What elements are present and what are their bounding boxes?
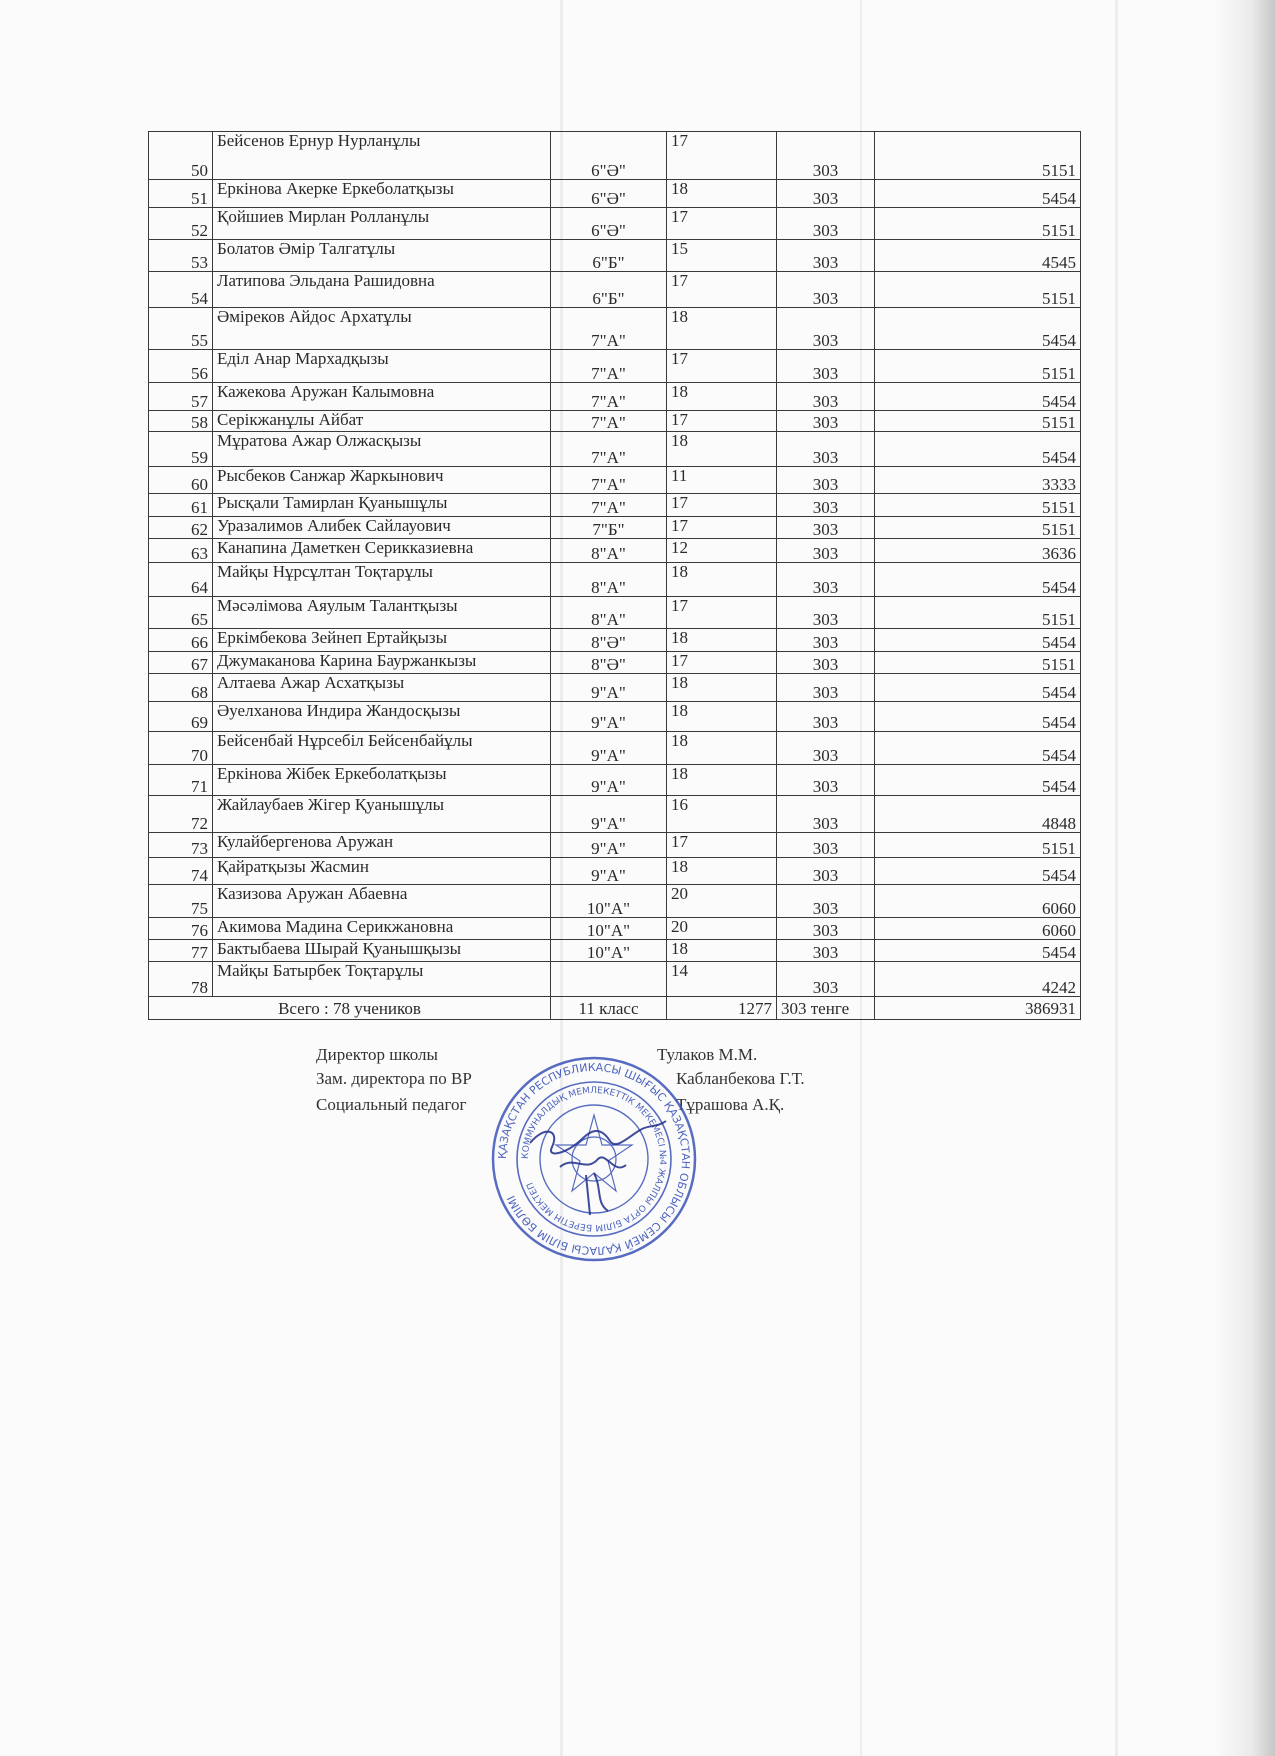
row-number: 61 bbox=[149, 494, 213, 517]
student-class: 7"А" bbox=[551, 467, 667, 494]
student-name: Канапина Даметкен Серикказиевна bbox=[213, 539, 551, 563]
row-sum: 5454 bbox=[875, 732, 1081, 765]
signature-line-deputy bbox=[316, 1069, 472, 1089]
days-count: 18 bbox=[667, 765, 777, 796]
row-sum: 5151 bbox=[875, 494, 1081, 517]
table-row bbox=[149, 208, 1081, 240]
total-class: 11 класс bbox=[551, 997, 667, 1020]
meal-price: 303 bbox=[777, 702, 875, 732]
row-number: 52 bbox=[149, 208, 213, 240]
days-count: 18 bbox=[667, 858, 777, 885]
table-row bbox=[149, 494, 1081, 517]
student-class: 6"Ә" bbox=[551, 180, 667, 208]
meal-price: 303 bbox=[777, 765, 875, 796]
signature-role: Директор школы bbox=[316, 1045, 438, 1064]
days-count: 16 bbox=[667, 796, 777, 833]
student-name: Жайлаубаев Жігер Қуанышұлы bbox=[213, 796, 551, 833]
student-class: 9"А" bbox=[551, 674, 667, 702]
meal-price: 303 bbox=[777, 858, 875, 885]
meal-price: 303 bbox=[777, 272, 875, 308]
days-count: 14 bbox=[667, 962, 777, 997]
row-sum: 5454 bbox=[875, 940, 1081, 962]
table-row bbox=[149, 308, 1081, 350]
row-sum: 5454 bbox=[875, 674, 1081, 702]
student-class: 6"Б" bbox=[551, 240, 667, 272]
row-sum: 4242 bbox=[875, 962, 1081, 997]
row-sum: 6060 bbox=[875, 885, 1081, 918]
table-row bbox=[149, 467, 1081, 494]
row-number: 70 bbox=[149, 732, 213, 765]
meal-price: 303 bbox=[777, 180, 875, 208]
student-class: 8"Ә" bbox=[551, 652, 667, 674]
row-sum: 5151 bbox=[875, 652, 1081, 674]
row-number: 53 bbox=[149, 240, 213, 272]
days-count: 17 bbox=[667, 132, 777, 180]
table-row bbox=[149, 918, 1081, 940]
meal-price: 303 bbox=[777, 563, 875, 597]
row-number: 67 bbox=[149, 652, 213, 674]
days-count: 15 bbox=[667, 240, 777, 272]
days-count: 11 bbox=[667, 467, 777, 494]
signature-name-social-teacher: Тұрашова А.Қ. bbox=[676, 1095, 785, 1114]
row-number: 64 bbox=[149, 563, 213, 597]
row-number: 55 bbox=[149, 308, 213, 350]
table-row bbox=[149, 597, 1081, 629]
student-class: 8"Ә" bbox=[551, 629, 667, 652]
row-sum: 5151 bbox=[875, 132, 1081, 180]
student-name: Акимова Мадина Серикжановна bbox=[213, 918, 551, 940]
student-class: 6"Б" bbox=[551, 272, 667, 308]
student-name: Казизова Аружан Абаевна bbox=[213, 885, 551, 918]
days-count: 18 bbox=[667, 383, 777, 411]
row-number: 58 bbox=[149, 411, 213, 432]
row-sum: 5454 bbox=[875, 180, 1081, 208]
days-count: 18 bbox=[667, 732, 777, 765]
table-row bbox=[149, 180, 1081, 208]
row-sum: 5454 bbox=[875, 383, 1081, 411]
student-name: Әуелханова Индира Жандосқызы bbox=[213, 702, 551, 732]
meal-price: 303 bbox=[777, 796, 875, 833]
student-name: Болатов Әмір Талгатұлы bbox=[213, 240, 551, 272]
meal-price: 303 bbox=[777, 732, 875, 765]
row-sum: 4545 bbox=[875, 240, 1081, 272]
student-name: Латипова Эльдана Рашидовна bbox=[213, 272, 551, 308]
table-row bbox=[149, 350, 1081, 383]
student-name: Алтаева Ажар Асхатқызы bbox=[213, 674, 551, 702]
days-count: 17 bbox=[667, 517, 777, 539]
row-number: 74 bbox=[149, 858, 213, 885]
row-number: 57 bbox=[149, 383, 213, 411]
signature-role: Зам. директора по ВР bbox=[316, 1069, 472, 1088]
meal-price: 303 bbox=[777, 383, 875, 411]
meal-price: 303 bbox=[777, 208, 875, 240]
meal-price: 303 bbox=[777, 240, 875, 272]
student-class: 10"А" bbox=[551, 885, 667, 918]
row-sum: 5151 bbox=[875, 208, 1081, 240]
days-count: 18 bbox=[667, 702, 777, 732]
student-class: 7"А" bbox=[551, 411, 667, 432]
row-sum: 5151 bbox=[875, 597, 1081, 629]
row-number: 54 bbox=[149, 272, 213, 308]
meal-price: 303 bbox=[777, 539, 875, 563]
stamp-inner-text: КОММУНАЛДЫҚ МЕМЛЕКЕТТІК МЕКЕМЕСІ №4 ЖАЛПЫ ОРТА БІЛІМ БЕРЕТІН МЕКТЕП bbox=[520, 1085, 668, 1233]
row-sum: 3636 bbox=[875, 539, 1081, 563]
school-round-stamp bbox=[490, 1055, 698, 1263]
student-name: Кулайбергенова Аружан bbox=[213, 833, 551, 858]
student-roster-table bbox=[148, 131, 1081, 1020]
row-number: 77 bbox=[149, 940, 213, 962]
student-class: 7"А" bbox=[551, 432, 667, 467]
student-class: 8"А" bbox=[551, 597, 667, 629]
stamp-ring-text: ҚАЗАҚСТАН РЕСПУБЛИКАСЫ ШЫҒЫС ҚАЗАҚСТАН ОБЛЫСЫ СЕМЕЙ ҚАЛАСЫ БІЛІМ БӨЛІМІ bbox=[495, 1060, 693, 1258]
student-name: Әміреков Айдос Архатұлы bbox=[213, 308, 551, 350]
student-class: 9"А" bbox=[551, 833, 667, 858]
row-number: 76 bbox=[149, 918, 213, 940]
meal-price: 303 bbox=[777, 962, 875, 997]
student-name: Қайратқызы Жасмин bbox=[213, 858, 551, 885]
days-count: 18 bbox=[667, 629, 777, 652]
table-row bbox=[149, 885, 1081, 918]
student-name: Бактыбаева Шырай Қуанышқызы bbox=[213, 940, 551, 962]
total-price: 303 тенге bbox=[777, 997, 875, 1020]
row-sum: 5454 bbox=[875, 702, 1081, 732]
row-sum: 5454 bbox=[875, 432, 1081, 467]
student-name: Майқы Нұрсұлтан Тоқтарұлы bbox=[213, 563, 551, 597]
table-row bbox=[149, 432, 1081, 467]
meal-price: 303 bbox=[777, 308, 875, 350]
student-class: 9"А" bbox=[551, 732, 667, 765]
student-name: Бейсенов Ернур Нурланұлы bbox=[213, 132, 551, 180]
table-row bbox=[149, 629, 1081, 652]
total-row bbox=[149, 997, 1081, 1020]
student-class: 9"А" bbox=[551, 765, 667, 796]
table-row bbox=[149, 240, 1081, 272]
row-sum: 5151 bbox=[875, 350, 1081, 383]
total-label: Всего : 78 учеников bbox=[149, 997, 551, 1020]
meal-price: 303 bbox=[777, 132, 875, 180]
table-row bbox=[149, 539, 1081, 563]
row-number: 50 bbox=[149, 132, 213, 180]
days-count: 20 bbox=[667, 918, 777, 940]
meal-price: 303 bbox=[777, 494, 875, 517]
student-class bbox=[551, 962, 667, 997]
scan-streak bbox=[1115, 0, 1118, 1756]
meal-price: 303 bbox=[777, 467, 875, 494]
student-name: Серікжанұлы Айбат bbox=[213, 411, 551, 432]
student-name: Қойшиев Мирлан Ролланұлы bbox=[213, 208, 551, 240]
row-number: 71 bbox=[149, 765, 213, 796]
table-row bbox=[149, 858, 1081, 885]
row-sum: 5454 bbox=[875, 308, 1081, 350]
table-row bbox=[149, 702, 1081, 732]
meal-price: 303 bbox=[777, 674, 875, 702]
days-count: 18 bbox=[667, 308, 777, 350]
row-number: 72 bbox=[149, 796, 213, 833]
student-class: 9"А" bbox=[551, 796, 667, 833]
student-class: 9"А" bbox=[551, 858, 667, 885]
row-number: 73 bbox=[149, 833, 213, 858]
table-row bbox=[149, 674, 1081, 702]
total-sum: 386931 bbox=[875, 997, 1081, 1020]
student-name: Мұратова Ажар Олжасқызы bbox=[213, 432, 551, 467]
student-class: 7"А" bbox=[551, 350, 667, 383]
row-number: 68 bbox=[149, 674, 213, 702]
days-count: 17 bbox=[667, 272, 777, 308]
days-count: 18 bbox=[667, 940, 777, 962]
student-name: Еркінова Жібек Еркеболатқызы bbox=[213, 765, 551, 796]
row-sum: 5151 bbox=[875, 833, 1081, 858]
row-sum: 4848 bbox=[875, 796, 1081, 833]
student-name: Уразалимов Алибек Сайлауович bbox=[213, 517, 551, 539]
signature-role: Социальный педагог bbox=[316, 1095, 467, 1114]
row-sum: 5151 bbox=[875, 272, 1081, 308]
meal-price: 303 bbox=[777, 652, 875, 674]
table-row bbox=[149, 796, 1081, 833]
signature-line-director bbox=[316, 1045, 438, 1065]
meal-price: 303 bbox=[777, 940, 875, 962]
days-count: 17 bbox=[667, 411, 777, 432]
days-count: 17 bbox=[667, 652, 777, 674]
scan-edge-shadow bbox=[1215, 0, 1275, 1756]
signature-name-director: Тулаков М.М. bbox=[657, 1045, 758, 1064]
row-number: 69 bbox=[149, 702, 213, 732]
meal-price: 303 bbox=[777, 517, 875, 539]
meal-price: 303 bbox=[777, 597, 875, 629]
table-row bbox=[149, 940, 1081, 962]
row-number: 63 bbox=[149, 539, 213, 563]
student-class: 6"Ә" bbox=[551, 208, 667, 240]
days-count: 18 bbox=[667, 180, 777, 208]
row-sum: 5454 bbox=[875, 563, 1081, 597]
days-count: 20 bbox=[667, 885, 777, 918]
table-row bbox=[149, 652, 1081, 674]
student-name: Джумаканова Карина Бауржанкызы bbox=[213, 652, 551, 674]
student-name: Еркімбекова Зейнеп Ертайқызы bbox=[213, 629, 551, 652]
meal-price: 303 bbox=[777, 350, 875, 383]
days-count: 17 bbox=[667, 597, 777, 629]
student-class: 8"А" bbox=[551, 563, 667, 597]
student-class: 7"Б" bbox=[551, 517, 667, 539]
days-count: 17 bbox=[667, 208, 777, 240]
meal-price: 303 bbox=[777, 918, 875, 940]
student-class: 6"Ә" bbox=[551, 132, 667, 180]
student-name: Еркінова Акерке Еркеболатқызы bbox=[213, 180, 551, 208]
total-days: 1277 bbox=[667, 997, 777, 1020]
student-class: 7"А" bbox=[551, 308, 667, 350]
row-number: 60 bbox=[149, 467, 213, 494]
days-count: 18 bbox=[667, 563, 777, 597]
days-count: 18 bbox=[667, 432, 777, 467]
days-count: 18 bbox=[667, 674, 777, 702]
row-number: 59 bbox=[149, 432, 213, 467]
days-count: 12 bbox=[667, 539, 777, 563]
table-row bbox=[149, 132, 1081, 180]
student-class: 7"А" bbox=[551, 494, 667, 517]
table-row bbox=[149, 411, 1081, 432]
meal-price: 303 bbox=[777, 629, 875, 652]
row-number: 75 bbox=[149, 885, 213, 918]
row-sum: 5454 bbox=[875, 765, 1081, 796]
row-sum: 6060 bbox=[875, 918, 1081, 940]
table-row bbox=[149, 833, 1081, 858]
row-sum: 5151 bbox=[875, 411, 1081, 432]
meal-price: 303 bbox=[777, 885, 875, 918]
student-name: Майқы Батырбек Тоқтарұлы bbox=[213, 962, 551, 997]
student-name: Кажекова Аружан Калымовна bbox=[213, 383, 551, 411]
table-row bbox=[149, 732, 1081, 765]
days-count: 17 bbox=[667, 494, 777, 517]
student-name: Рысбеков Санжар Жаркынович bbox=[213, 467, 551, 494]
row-sum: 5454 bbox=[875, 629, 1081, 652]
row-sum: 3333 bbox=[875, 467, 1081, 494]
student-class: 10"А" bbox=[551, 940, 667, 962]
row-sum: 5151 bbox=[875, 517, 1081, 539]
student-name: Мәсәлімова Аяулым Талантқызы bbox=[213, 597, 551, 629]
signature-line-social-teacher bbox=[316, 1095, 466, 1115]
student-class: 9"А" bbox=[551, 702, 667, 732]
roster-body bbox=[149, 132, 1081, 997]
row-number: 65 bbox=[149, 597, 213, 629]
meal-price: 303 bbox=[777, 432, 875, 467]
table-row bbox=[149, 383, 1081, 411]
days-count: 17 bbox=[667, 833, 777, 858]
student-class: 7"А" bbox=[551, 383, 667, 411]
meal-price: 303 bbox=[777, 833, 875, 858]
signature-name-deputy: Кабланбекова Г.Т. bbox=[676, 1069, 805, 1088]
student-name: Рысқали Тамирлан Қуанышұлы bbox=[213, 494, 551, 517]
row-number: 66 bbox=[149, 629, 213, 652]
table-row bbox=[149, 272, 1081, 308]
student-class: 10"А" bbox=[551, 918, 667, 940]
table-row bbox=[149, 517, 1081, 539]
row-number: 62 bbox=[149, 517, 213, 539]
student-name: Бейсенбай Нұрсебіл Бейсенбайұлы bbox=[213, 732, 551, 765]
meal-price: 303 bbox=[777, 411, 875, 432]
days-count: 17 bbox=[667, 350, 777, 383]
student-name: Еділ Анар Мархадқызы bbox=[213, 350, 551, 383]
row-sum: 5454 bbox=[875, 858, 1081, 885]
table-row bbox=[149, 563, 1081, 597]
student-class: 8"А" bbox=[551, 539, 667, 563]
table-row bbox=[149, 962, 1081, 997]
table-row bbox=[149, 765, 1081, 796]
row-number: 51 bbox=[149, 180, 213, 208]
row-number: 78 bbox=[149, 962, 213, 997]
row-number: 56 bbox=[149, 350, 213, 383]
